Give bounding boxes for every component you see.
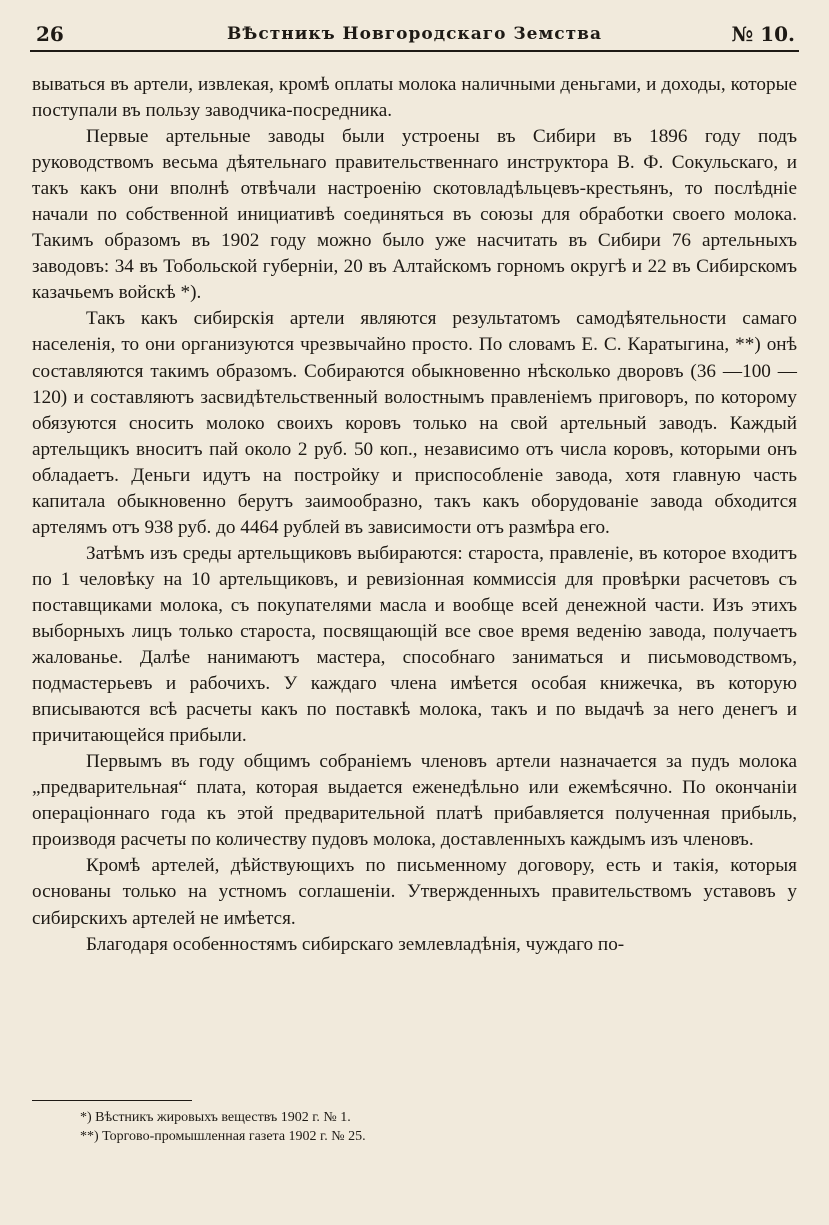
running-header bbox=[30, 18, 799, 52]
paragraph: Благодаря особенностямъ сибирскаго землевладѣнія, чуждаго по- bbox=[86, 933, 625, 955]
paragraph-continued: вываться въ артели, извлекая, кромѣ оплаты молока наличными деньгами, и доходы, которые поступали въ пользу заводчика-посредника. bbox=[32, 74, 797, 122]
footnote: **) Торгово-промышленная газета 1902 г. № 25. bbox=[80, 1129, 366, 1144]
issue-number: № 10. bbox=[731, 22, 795, 46]
footnote-divider bbox=[32, 1100, 192, 1101]
paragraph: Первые артельные заводы были устроены въ Сибири въ 1896 году подъ руководствомъ весьма дѣятельнаго правительственнаго инструктора В. Ф. Сокульскаго, и такъ какъ они вполнѣ отвѣчали настроенію скотовладѣльцевъ-крестьянъ, то послѣдніе начали по собственной инициативѣ соединяться въ союзы для обработки своего молока. Такимъ образомъ въ 1902 году можно было уже насчитать въ Сибири 76 артельныхъ заводовъ: 34 въ Тобольской губерніи, 20 въ Алтайскомъ горномъ округѣ и 22 въ Сибирскомъ казачьемъ войскѣ *). bbox=[32, 126, 797, 304]
page-number: 26 bbox=[36, 22, 64, 46]
article-body bbox=[32, 72, 797, 958]
footnotes bbox=[80, 1108, 366, 1146]
footnote: *) Вѣстникъ жировыхъ веществъ 1902 г. № 1. bbox=[80, 1110, 351, 1125]
paragraph: Первымъ въ году общимъ собраніемъ членовъ артели назначается за пудъ молока „предварительная“ плата, которая выдается еженедѣльно или ежемѣсячно. По окончаніи операціоннаго года къ этой предварительной платѣ прибавляется полученная прибыль, производя расчеты по количеству пудовъ молока, доставленныхъ каждымъ изъ членовъ. bbox=[32, 751, 797, 851]
journal-title: ВѢстникъ Новгородскаго Земства bbox=[227, 24, 602, 44]
paragraph: Затѣмъ изъ среды артельщиковъ выбираются: староста, правленіе, въ которое входитъ по 1 человѣку на 10 артельщиковъ, и ревизіонная коммиссія для провѣрки расчетовъ съ поставщиками молока, съ покупателями масла и вообще всей денежной части. Изъ этихъ выборныхъ лицъ только староста, посвящающій все свое время веденію завода, получаетъ жалованье. Далѣе нанимаютъ мастера, способнаго заниматься и письмоводствомъ, подмастерьевъ и рабочихъ. У каждаго члена имѣется особая книжечка, въ которую вписываются всѣ расчеты какъ по поставкѣ молока, такъ и по выдачѣ за него денегъ и причитающейся прибыли. bbox=[32, 542, 797, 747]
paragraph: Такъ какъ сибирскія артели являются результатомъ самодѣятельности самаго населенія, то они организуются чрезвычайно просто. По словамъ Е. С. Каратыгина, **) онѣ составляются такимъ образомъ. Собираются обыкновенно нѣсколько дворовъ (36 —100 — 120) и составляютъ засвидѣтельственный волостнымъ правленіемъ приговоръ, по которому обязуются сносить молоко своихъ коровъ только на свой артельный заводъ. Каждый артельщикъ вноситъ пай около 2 руб. 50 коп., независимо отъ числа коровъ, которыми онъ обладаетъ. Деньги идутъ на постройку и приспособленіе завода, хотя главную часть капитала обыкновенно берутъ заимообразно, такъ какъ оборудованіе завода обходится артелямъ отъ 938 руб. до 4464 рублей въ зависимости отъ размѣра его. bbox=[32, 308, 797, 538]
paragraph: Кромѣ артелей, дѣйствующихъ по письменному договору, есть и такія, которыя основаны только на устномъ соглашеніи. Утвержденныхъ правительствомъ уставовъ у сибирскихъ артелей не имѣется. bbox=[32, 855, 797, 929]
